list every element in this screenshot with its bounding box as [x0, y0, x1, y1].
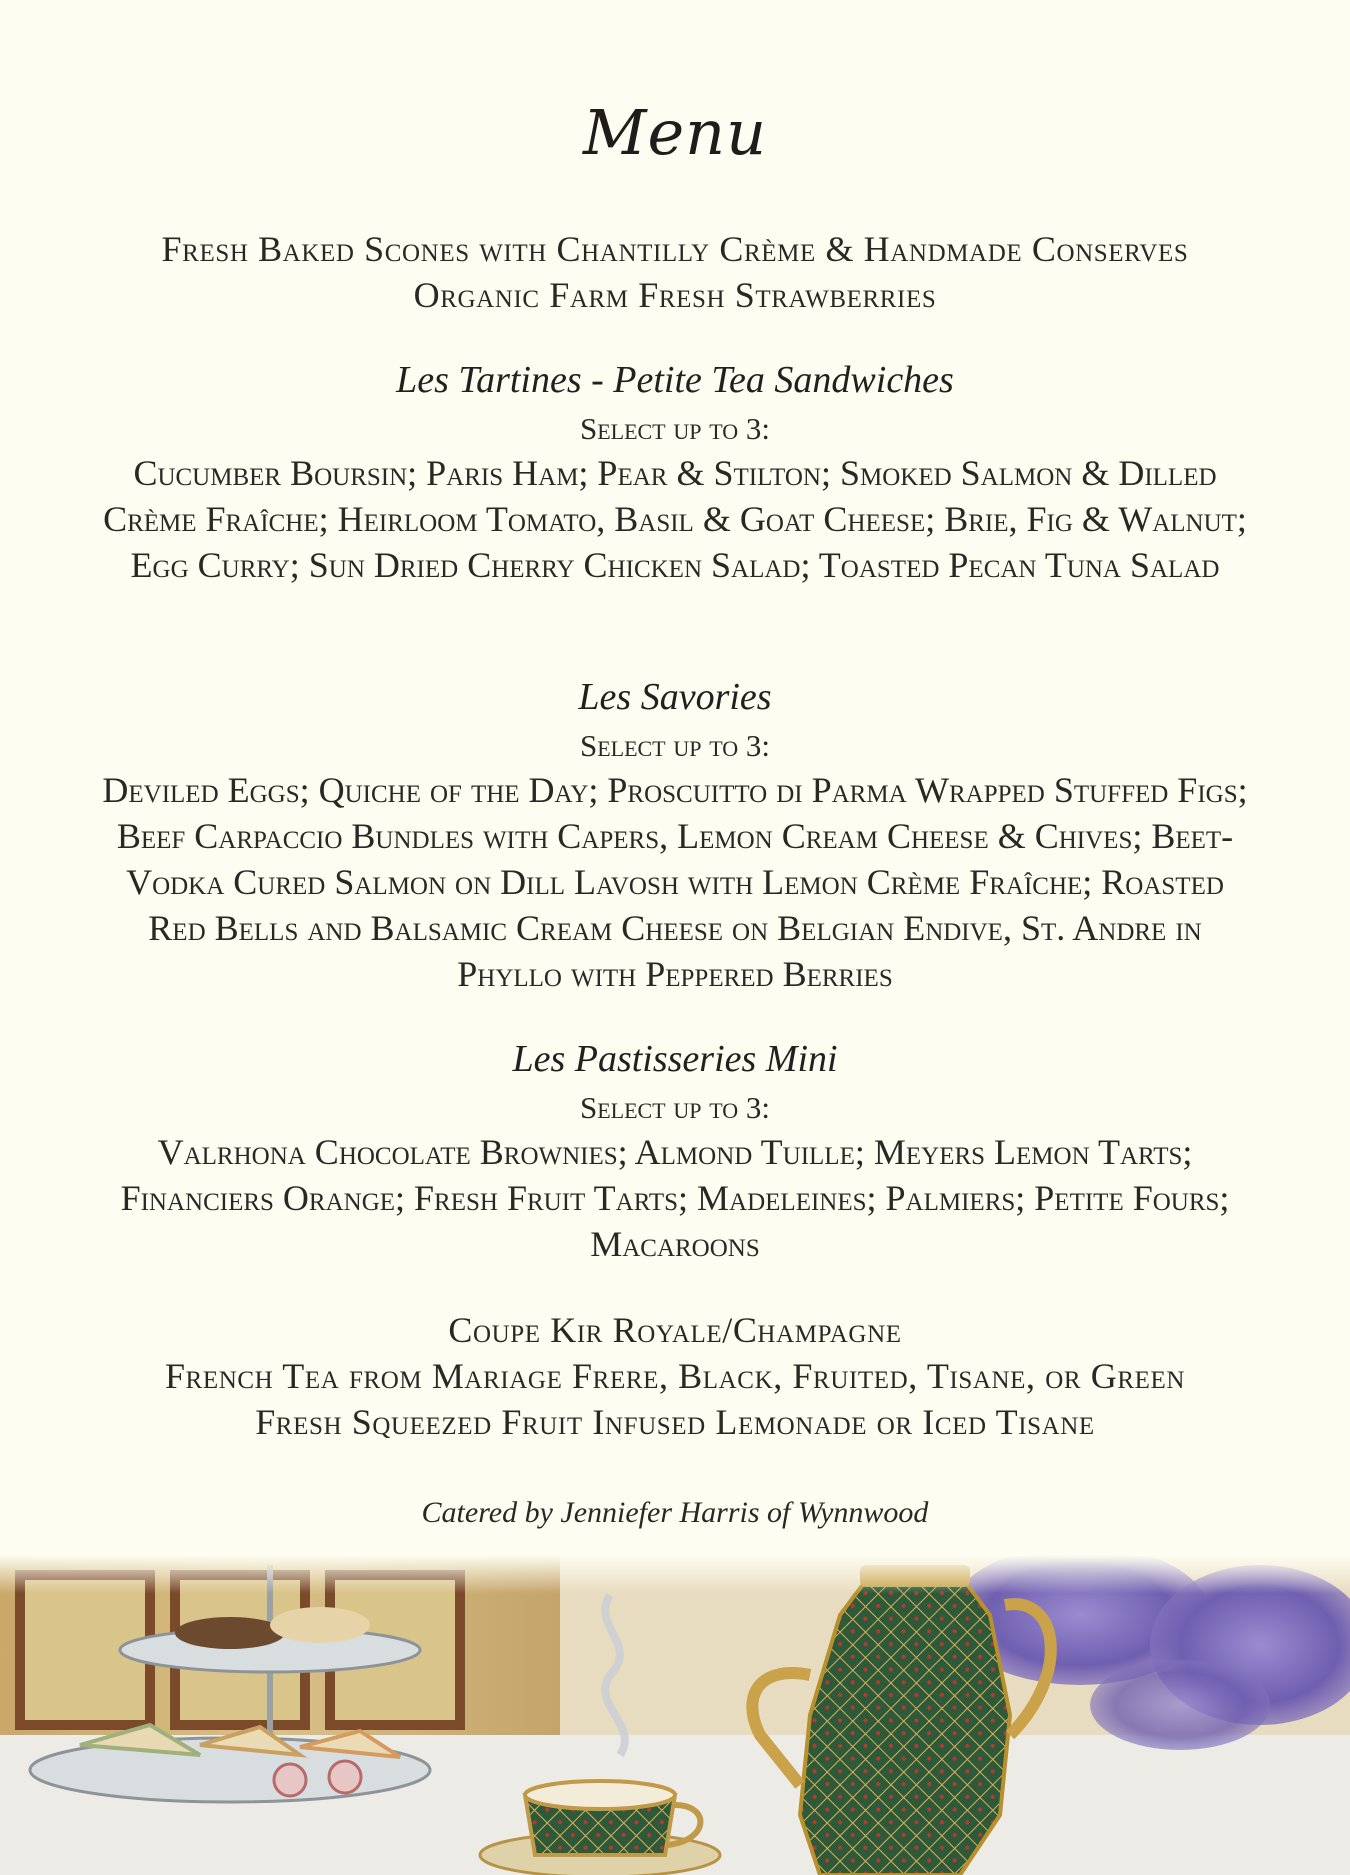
intro-line-strawberries: Organic Farm Fresh Strawberries — [413, 275, 937, 315]
menu-title: Menu — [582, 96, 768, 169]
section-items-savories: Deviled Eggs; Quiche of the Day; Proscuitto di Parma Wrapped Stuffed Figs; Beef Carpaccio Bundles with Capers, Lemon Cream Cheese & Chives; Beet-Vodka Cured Salmon on Dill Lavosh with Lemon Crème Fraîche; Roasted Red Bells and Balsamic Cream Cheese on Belgian Endive, St. Andre in Phyllo with Peppered Berries — [102, 770, 1248, 994]
section-heading-pastisseries: Les Pastisseries Mini — [512, 1038, 838, 1080]
section-heading-tartines: Les Tartines - Petite Tea Sandwiches — [396, 359, 954, 401]
section-select-pastisseries: Select up to 3: — [579, 1090, 771, 1125]
intro-line-scones: Fresh Baked Scones with Chantilly Crème & Handmade Conserves — [161, 229, 1189, 269]
drink-line-lemonade: Fresh Squeezed Fruit Infused Lemonade or Iced Tisane — [255, 1402, 1095, 1442]
section-items-pastisseries: Valrhona Chocolate Brownies; Almond Tuille; Meyers Lemon Tarts; Financiers Orange; Fresh Fruit Tarts; Madeleines; Palmiers; Petite Fours; Macaroons — [120, 1132, 1230, 1264]
drink-line-tea: French Tea from Mariage Frere, Black, Fruited, Tisane, or Green — [164, 1356, 1186, 1396]
section-select-savories: Select up to 3: — [579, 728, 771, 763]
drink-line-kir: Coupe Kir Royale/Champagne — [448, 1310, 902, 1350]
caterer-credit: Catered by Jenniefer Harris of Wynnwood — [421, 1496, 929, 1529]
section-heading-savories: Les Savories — [578, 676, 772, 718]
tea-service-illustration — [0, 1555, 1350, 1875]
section-items-tartines: Cucumber Boursin; Paris Ham; Pear & Stilton; Smoked Salmon & Dilled Crème Fraîche; Heirloom Tomato, Basil & Goat Cheese; Brie, Fig & Walnut; Egg Curry; Sun Dried Cherry Chicken Salad; Toasted Pecan Tuna Salad — [103, 453, 1247, 585]
section-select-tartines: Select up to 3: — [579, 411, 771, 446]
